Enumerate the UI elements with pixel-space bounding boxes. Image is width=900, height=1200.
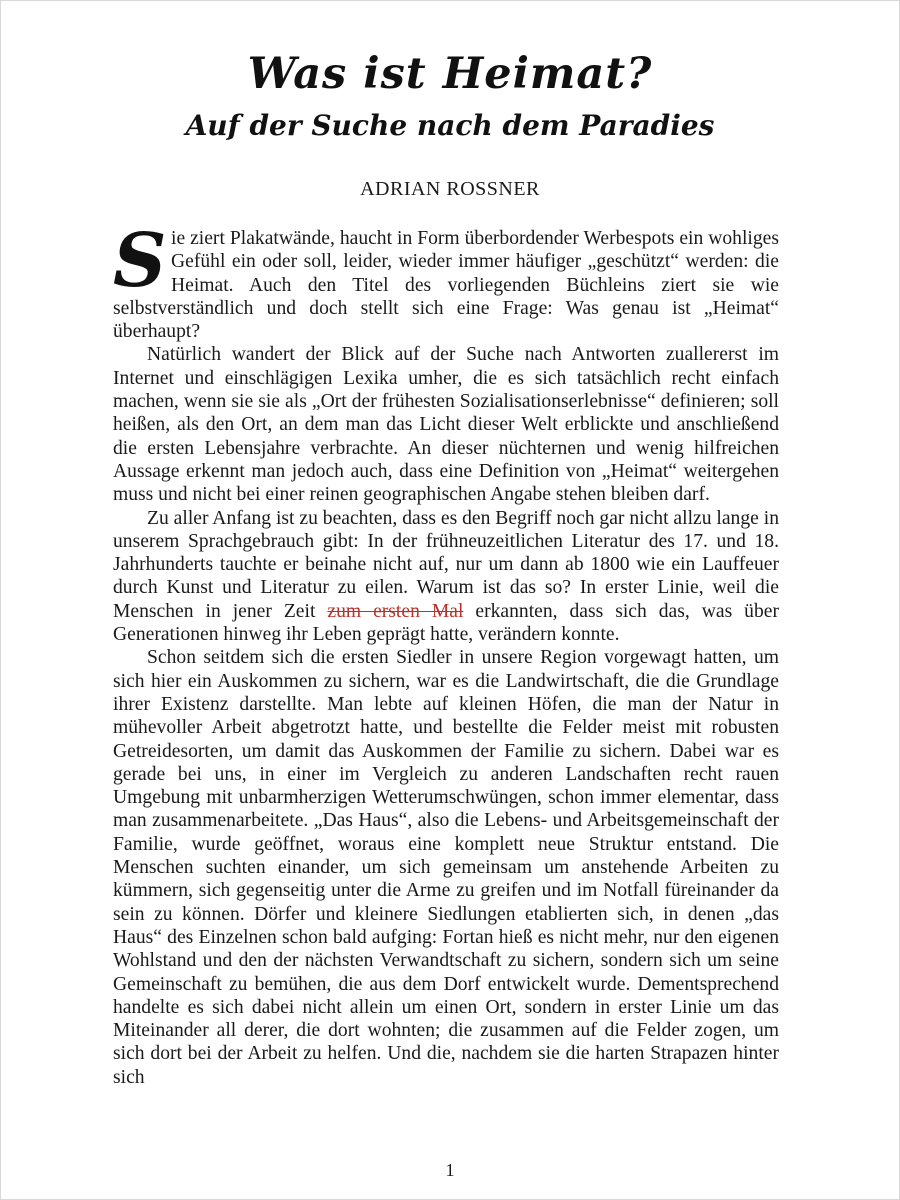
article-title: Was ist Heimat? — [247, 49, 653, 99]
author-name: ADRIAN ROSSNER — [360, 178, 540, 200]
paragraph-3-text-before: Zu aller Anfang ist zu beachten, dass es den Begriff noch gar nicht allzu lange in unserem Sprachgebrauch gibt: In der frühneuzeitlichen Literatur des 17. und 18. Jahrhunderts tauchte er beinahe nicht auf, nur um dann ab 1800 wie ein Lauffeuer durch Kunst und Literatur zu eilen. Warum ist das so? In erster Linie, weil die Menschen in jener Zeit — [113, 507, 779, 622]
paragraph-1 — [113, 218, 779, 343]
paragraph-1-text: ie ziert Plakatwände, haucht in Form überbordender Werbespots ein wohliges Gefühl ein oder soll, leider, wieder immer häufiger „geschützt“ werden: die Heimat. Auch den Titel des vorliegenden Büchleins ziert sie wie selbstverständlich und doch stellt sich eine Frage: Was genau ist „Heimat“ überhaupt? — [113, 228, 779, 343]
paragraph-2: Natürlich wandert der Blick auf der Suche nach Antworten zuallererst im Internet und einschlägigen Lexika umher, die es sich tatsächlich recht einfach machen, wenn sie sie als „Ort der frühesten Sozialisationserlebnisse“ definieren; soll heißen, als den Ort, an dem man das Licht dieser Welt erblickte und anschließend die ersten Lebensjahre verbrachte. An dieser nüchternen und wenig hilfreichen Aussage erkennt man jedoch auch, dass eine Definition von „Heimat“ weitergehen muss und nicht bei einer reinen geographischen Angabe stehen bleiben darf. — [113, 344, 779, 506]
article-body — [113, 218, 779, 1089]
article-subtitle: Auf der Suche nach dem Paradies — [185, 109, 715, 142]
paragraph-3 — [113, 507, 779, 647]
page-number: 1 — [445, 1160, 455, 1180]
paragraph-3-text-after: erkannten, dass sich das, was über Generationen hinweg ihr Leben geprägt hatte, verändern konnte. — [113, 600, 779, 646]
drop-cap: S — [113, 218, 167, 304]
struck-through-phrase: zum ersten Mal — [327, 600, 464, 622]
paragraph-4: Schon seitdem sich die ersten Siedler in unsere Region vorgewagt hatten, um sich hier ein Auskommen zu sichern, war es die Landwirtschaft, die die Grundlage ihrer Existenz darstellte. Man lebte auf kleinen Höfen, die man der Natur in mühevoller Arbeit abgetrotzt hatte, und bestellte die Felder meist mit robusten Getreidesorten, um damit das Auskommen der Familie zu sichern. Dabei war es gerade bei uns, in einer im Vergleich zu anderen Landschaften recht rauen Umgebung mit unbarmherzigen Wetterumschwüngen, schon immer elementar, dass man zusammenarbeitete. „Das Haus“, also die Lebens- und Arbeitsgemeinschaft der Familie, wurde geöffnet, woraus eine komplett neue Struktur entstand. Die Menschen suchten einander, um sich gemeinsam um anstehende Arbeiten zu kümmern, sich gegenseitig unter die Arme zu greifen und im Notfall füreinander da sein zu können. Dörfer und kleinere Siedlungen etablierten sich, in denen „das Haus“ des Einzelnen schon bald aufging: Fortan hieß es nicht mehr, nur den eigenen Wohlstand und den der nächsten Verwandtschaft zu sichern, sondern sich um seine Gemeinschaft zu bemühen, die aus dem Dorf entwickelt wurde. Dementsprechend handelte es sich dabei nicht allein um einen Ort, sondern in erster Linie um das Miteinander all derer, die dort wohnten; die zusammen auf die Felder zogen, um sich dort bei der Arbeit zu helfen. Und die, nachdem sie die harten Strapazen hinter sich — [113, 647, 779, 1088]
